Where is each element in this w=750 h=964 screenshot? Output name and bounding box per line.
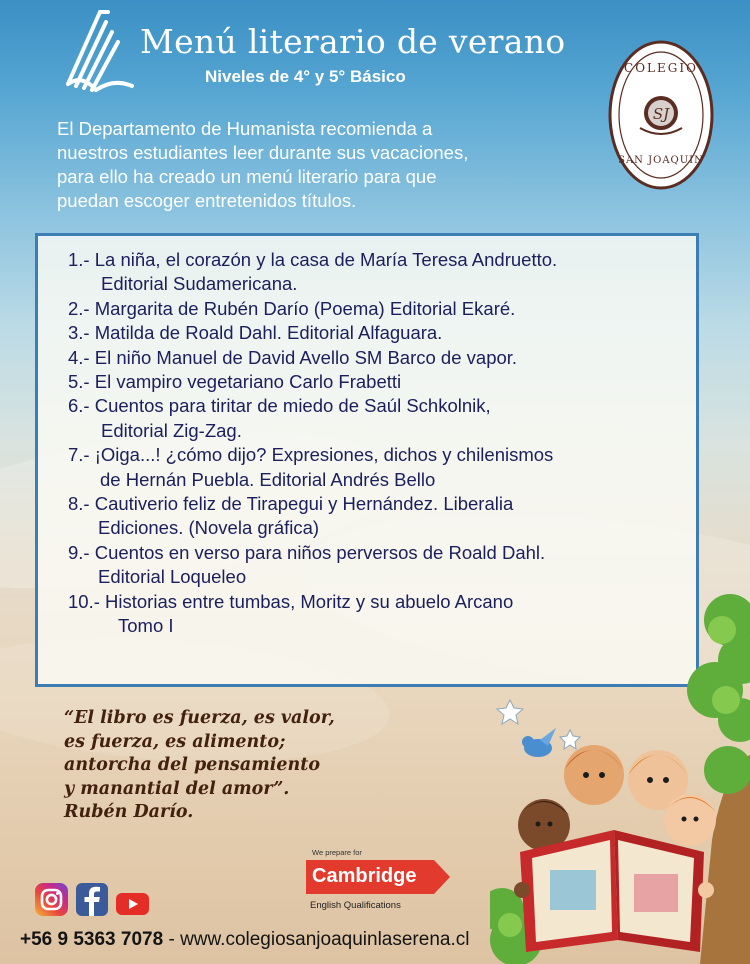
book-item [38, 492, 696, 541]
book-list [38, 236, 696, 639]
phone-number[interactable]: +56 9 5363 7078 [20, 929, 164, 950]
svg-text:COLEGIO: COLEGIO [624, 61, 698, 75]
cambridge-prepare-text: We prepare for [312, 848, 362, 857]
book-title-line: 8.- Cautiverio feliz de Tirapegui y Hernández. Liberalia [68, 493, 514, 515]
svg-text:SJ: SJ [652, 105, 670, 123]
book-publisher-line: de Hernán Puebla. Editorial Andrés Bello [100, 468, 436, 490]
cambridge-qualifications: English Qualifications [310, 900, 401, 911]
book-item [38, 370, 696, 394]
open-book-icon [62, 8, 140, 96]
book-item [38, 297, 696, 321]
facebook-icon[interactable] [76, 883, 108, 916]
book-title-line: 6.- Cuentos para tiritar de miedo de Saúl Schkolnik, [68, 395, 491, 417]
book-item [38, 346, 696, 370]
quote-line: es fuerza, es alimento; [64, 731, 286, 752]
intro-line: nuestros estudiantes leer durante sus vacaciones, [57, 142, 469, 163]
quote-author: Rubén Darío. [64, 802, 194, 822]
book-item [38, 443, 696, 492]
book-item [38, 248, 696, 297]
book-title-line: 2.- Margarita de Rubén Darío (Poema) Editorial Ekaré. [68, 297, 516, 319]
book-item [38, 541, 696, 590]
intro-paragraph [57, 117, 577, 213]
intro-line: El Departamento de Humanista recomienda a [57, 118, 433, 139]
book-publisher-line: Editorial Zig-Zag. [101, 419, 242, 441]
kids-reading-illustration [490, 590, 750, 964]
book-publisher-line: Editorial Loqueleo [98, 566, 247, 588]
school-crest-icon [608, 40, 714, 190]
page-title: Menú literario de verano [140, 22, 566, 61]
svg-text:SAN JOAQUIN: SAN JOAQUIN [618, 155, 704, 166]
book-title-line: 4.- El niño Manuel de David Avello SM Barco de vapor. [68, 346, 518, 368]
quote-line: y manantial del amor”. [64, 778, 290, 799]
book-title-line: 7.- ¡Oiga...! ¿cómo dijo? Expresiones, dichos y chilenismos [68, 444, 554, 466]
quote [64, 707, 335, 825]
book-publisher-line: Editorial Sudamericana. [101, 273, 298, 295]
book-title-line: 1.- La niña, el corazón y la casa de María Teresa Andruetto. [68, 249, 558, 270]
contact-line [20, 929, 469, 951]
intro-line: puedan escoger entretenidos títulos. [57, 190, 357, 211]
cambridge-logo [306, 848, 456, 918]
intro-line: para ello ha creado un menú literario para que [57, 166, 437, 187]
instagram-icon[interactable] [35, 883, 68, 916]
book-item [38, 394, 696, 443]
contact-separator: - [163, 929, 181, 950]
book-publisher-line: Tomo I [118, 615, 174, 637]
page-subtitle: Niveles de 4° y 5° Básico [205, 67, 406, 86]
book-item [38, 321, 696, 345]
youtube-icon[interactable] [116, 893, 149, 915]
quote-line: “El libro es fuerza, es valor, [64, 708, 335, 728]
book-title-line: 3.- Matilda de Roald Dahl. Editorial Alfaguara. [68, 322, 443, 344]
website-link[interactable]: www.colegiosanjoaquinlaserena.cl [180, 929, 470, 950]
quote-line: antorcha del pensamiento [64, 755, 321, 775]
book-title-line: 10.- Historias entre tumbas, Moritz y su abuelo Arcano [68, 590, 514, 612]
book-publisher-line: Ediciones. (Novela gráfica) [98, 517, 320, 539]
book-title-line: 9.- Cuentos en verso para niños perversos de Roald Dahl. [68, 541, 546, 563]
book-title-line: 5.- El vampiro vegetariano Carlo Frabetti [68, 371, 402, 393]
cambridge-name: Cambridge [312, 865, 417, 887]
